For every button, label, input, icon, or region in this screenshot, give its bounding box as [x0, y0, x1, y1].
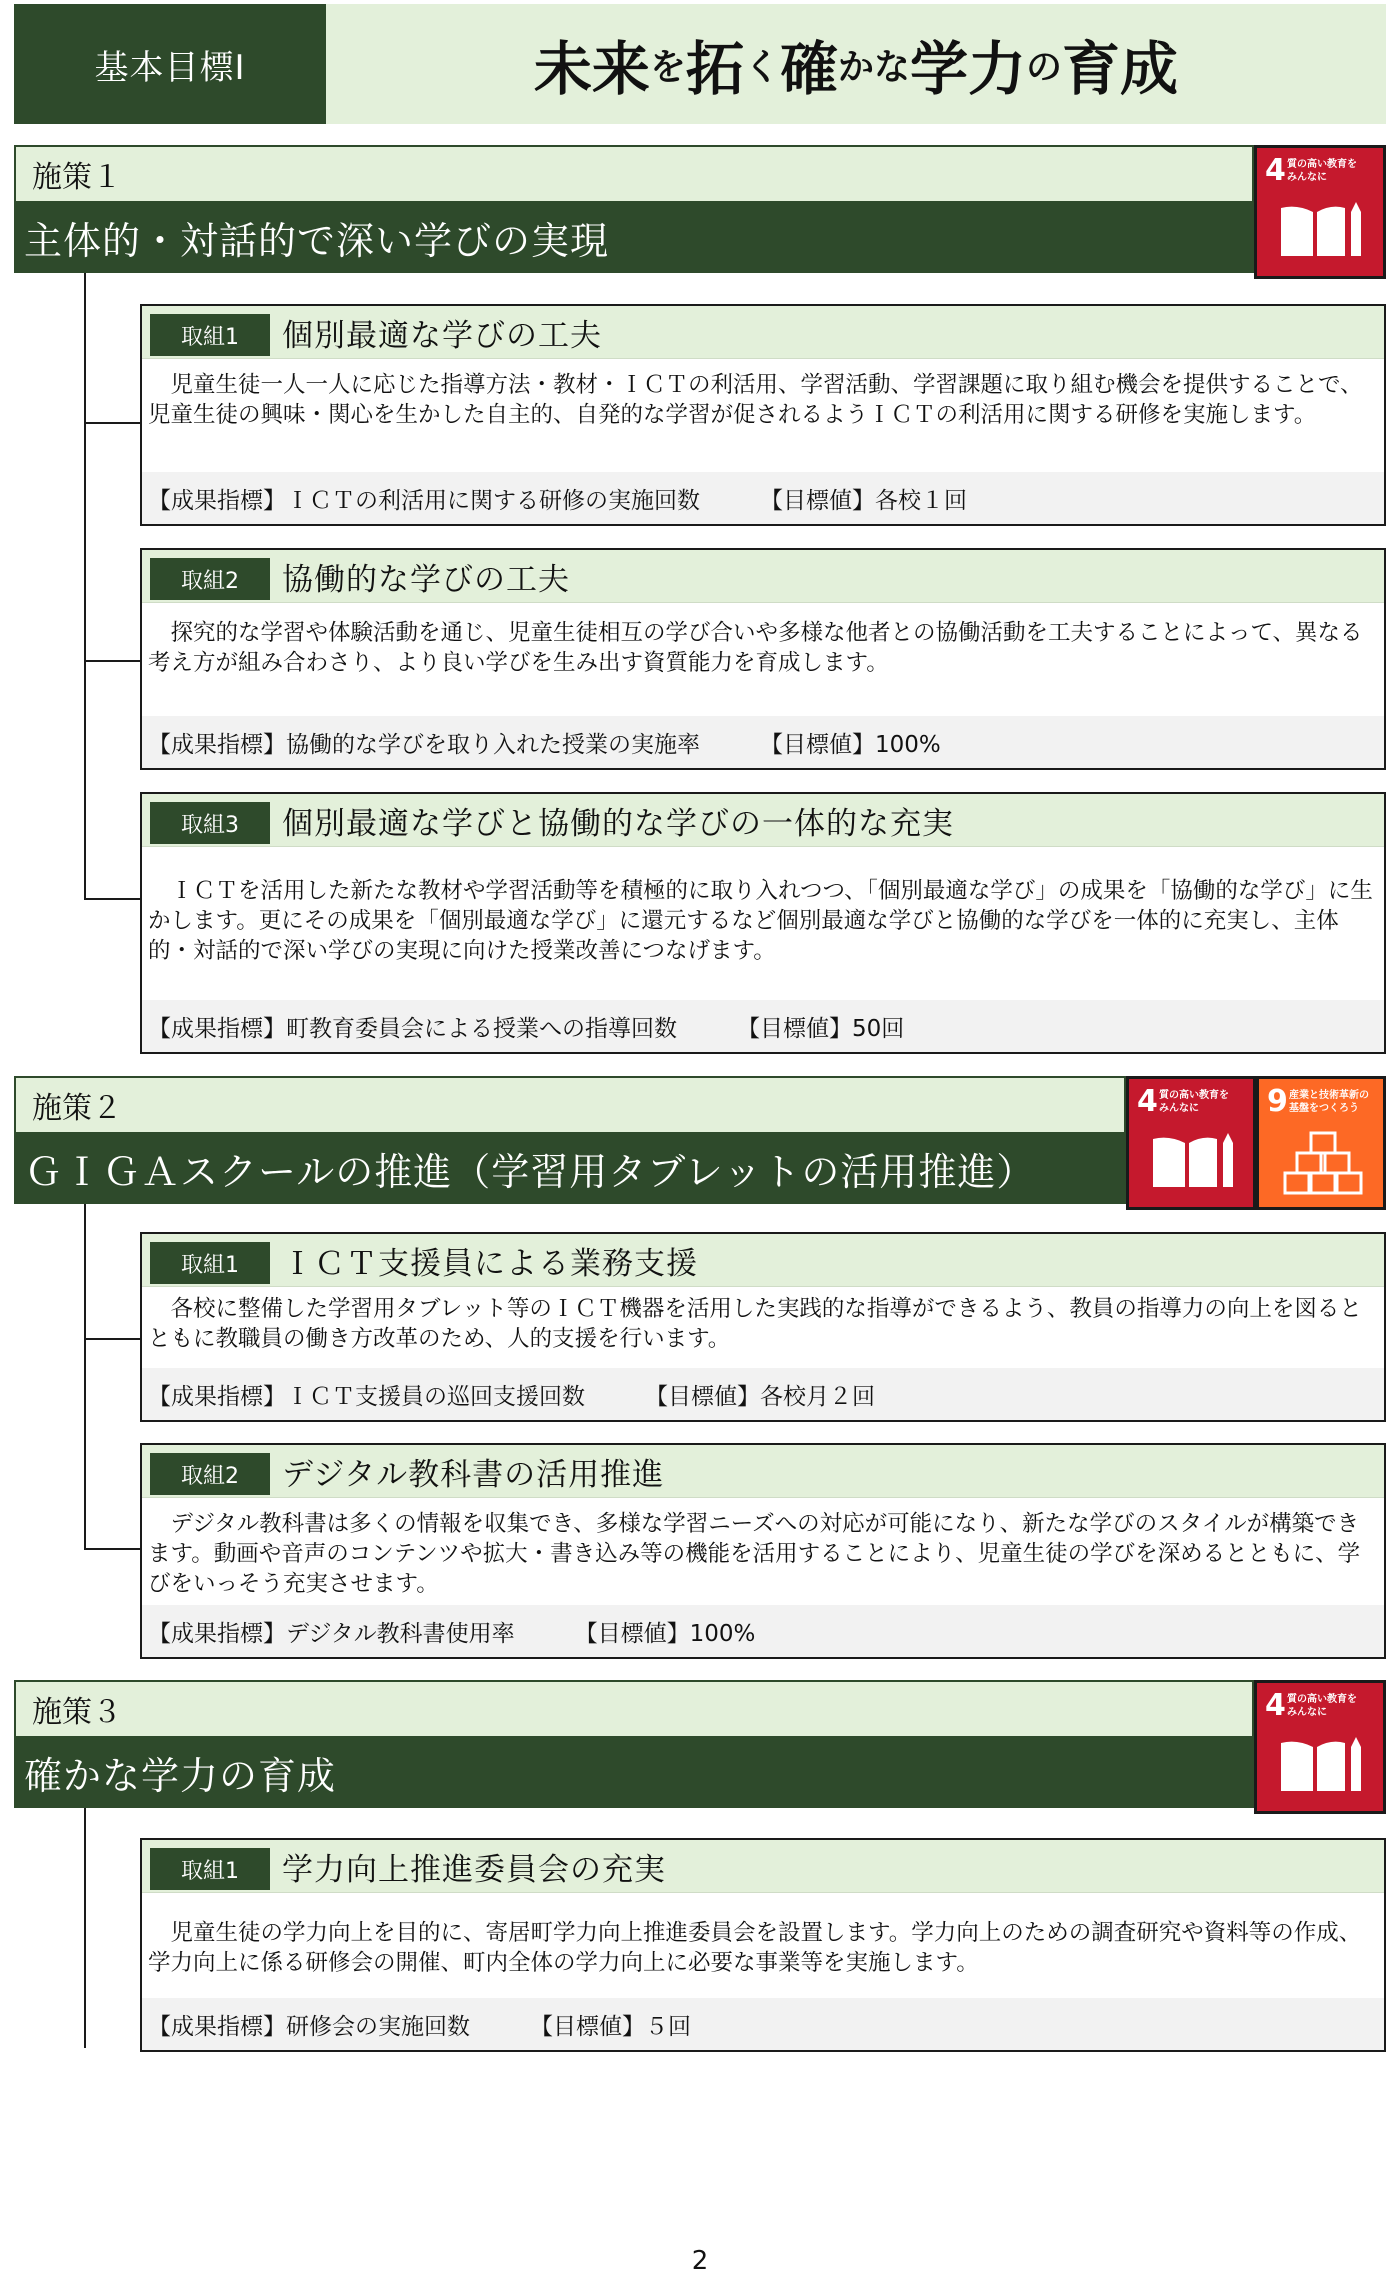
sdg-4-badge: [1254, 145, 1386, 279]
goal-label: 基本目標Ⅰ: [14, 4, 326, 124]
initiative-card: [140, 1232, 1386, 1422]
initiative-tag: 取組1: [150, 1242, 270, 1284]
indicator-text: 【成果指標】ＩＣＴの利活用に関する研修の実施回数: [148, 487, 700, 514]
tree-branch: [84, 422, 142, 424]
goal-title-part: を: [649, 46, 686, 88]
tree-branch: [84, 1548, 142, 1550]
initiative-header: [142, 794, 1384, 847]
goal-title-part: 未来: [533, 35, 650, 103]
target-text: 【目標値】100%: [760, 731, 941, 758]
initiative-tag: 取組2: [150, 558, 270, 600]
tree-branch: [84, 660, 142, 662]
initiative-tag: 取組1: [150, 1848, 270, 1890]
goal-title-part: かな: [838, 46, 911, 88]
indicator-text: 【成果指標】協働的な学びを取り入れた授業の実施率: [148, 731, 700, 758]
tree-line: [84, 1204, 86, 1548]
policy-2-label: 施策２: [14, 1076, 1126, 1132]
sdg-caption: 産業と技術革新の 基盤をつくろう: [1289, 1090, 1369, 1114]
tree-line: [84, 273, 86, 898]
initiative-title: 個別最適な学びと協働的な学びの一体的な充実: [282, 805, 954, 842]
book-pencil-icon: [1279, 1733, 1365, 1797]
goal-title-part: 学力: [910, 35, 1027, 103]
sdg-number: 4: [1265, 153, 1286, 188]
initiative-title: デジタル教科書の活用推進: [282, 1456, 665, 1493]
goal-title-part: の: [1026, 46, 1063, 88]
sdg-number: 4: [1137, 1084, 1158, 1119]
target-text: 【目標値】50回: [737, 1015, 905, 1042]
policy-1-title: 主体的・対話的で深い学びの実現: [14, 201, 1254, 273]
sdg-caption: 質の高い教育を みんなに: [1159, 1090, 1229, 1114]
sdg-9-badge: [1256, 1076, 1386, 1210]
initiative-description: デジタル教科書は多くの情報を収集でき、多様な学習ニーズへの対応が可能になり、新たな学びのスタイルが構築できます。動画や音声のコンテンツや拡大・書き込み等の機能を活用することにより、児童生徒の学びを深めるとともに、学びをいっそう充実させます。: [148, 1511, 1361, 1597]
initiative-title: 個別最適な学びの工夫: [282, 317, 602, 354]
initiative-card: [140, 548, 1386, 770]
initiative-indicator: [142, 1998, 1384, 2050]
policy-3-title: 確かな学力の育成: [14, 1736, 1254, 1808]
page-number: 2: [691, 2246, 709, 2276]
book-pencil-icon: [1279, 198, 1365, 262]
initiative-description: 児童生徒の学力向上を目的に、寄居町学力向上推進委員会を設置します。学力向上のための調査研究や資料等の作成、学力向上に係る研修会の開催、町内全体の学力向上に必要な事業等を実施します。: [148, 1920, 1362, 1976]
policy-3-label: 施策３: [14, 1680, 1254, 1736]
initiative-indicator: [142, 1368, 1384, 1420]
policy-2-title: ＧＩＧＡスクールの推進（学習用タブレットの活用推進）: [14, 1132, 1126, 1204]
sdg-caption: 質の高い教育を みんなに: [1287, 159, 1357, 183]
initiative-tag: 取組2: [150, 1453, 270, 1495]
target-text: 【目標値】各校月２回: [645, 1383, 875, 1410]
target-text: 【目標値】各校１回: [760, 487, 967, 514]
initiative-card: [140, 1443, 1386, 1659]
sdg-4-badge: [1254, 1680, 1386, 1814]
tree-branch: [84, 898, 142, 900]
initiative-indicator: [142, 472, 1384, 524]
book-pencil-icon: [1151, 1129, 1237, 1193]
initiative-indicator: [142, 1000, 1384, 1052]
goal-title: [326, 4, 1386, 124]
indicator-text: 【成果指標】研修会の実施回数: [148, 2013, 470, 2040]
initiative-header: [142, 550, 1384, 603]
initiative-description: ＩＣＴを活用した新たな教材や学習活動等を積極的に取り入れつつ、「個別最適な学び」の成果を「協働的な学び」に生かします。更にその成果を「個別最適な学び」に還元するなど個別最適な学びと協働的な学びを一体的に充実し、主体的・対話的で深い学びの実現に向けた授業改善につなげます。: [148, 878, 1373, 964]
initiative-description: 探究的な学習や体験活動を通じ、児童生徒相互の学び合いや多様な他者との協働活動を工夫することによって、異なる考え方が組み合わさり、より良い学びを生み出す資質能力を育成します。: [148, 620, 1363, 676]
initiative-header: [142, 1840, 1384, 1893]
initiative-header: [142, 306, 1384, 359]
sdg-number: 4: [1265, 1688, 1286, 1723]
indicator-text: 【成果指標】ＩＣＴ支援員の巡回支援回数: [148, 1383, 585, 1410]
goal-title-part: 確: [779, 35, 838, 103]
initiative-title: 協働的な学びの工夫: [282, 561, 570, 598]
initiative-card: [140, 792, 1386, 1054]
initiative-title: 学力向上推進委員会の充実: [282, 1851, 666, 1888]
indicator-text: 【成果指標】町教育委員会による授業への指導回数: [148, 1015, 677, 1042]
initiative-card: [140, 1838, 1386, 2052]
initiative-card: [140, 304, 1386, 526]
target-text: 【目標値】５回: [530, 2013, 691, 2040]
target-text: 【目標値】100%: [574, 1620, 756, 1647]
policy-1-label: 施策１: [14, 145, 1254, 201]
initiative-title: ＩＣＴ支援員による業務支援: [282, 1245, 698, 1282]
sdg-caption: 質の高い教育を みんなに: [1287, 1694, 1357, 1718]
initiative-header: [142, 1445, 1384, 1498]
sdg-4-badge: [1126, 1076, 1256, 1210]
initiative-indicator: [142, 716, 1384, 768]
sdg-number: 9: [1267, 1084, 1288, 1119]
initiative-tag: 取組3: [150, 802, 270, 844]
tree-branch: [84, 1338, 142, 1340]
tree-line: [84, 1808, 86, 2048]
initiative-description: 各校に整備した学習用タブレット等のＩＣＴ機器を活用した実践的な指導ができるよう、教員の指導力の向上を図るとともに教職員の働き方改革のため、人的支援を行います。: [148, 1296, 1362, 1352]
indicator-text: 【成果指標】デジタル教科書使用率: [148, 1620, 515, 1647]
initiative-indicator: [142, 1605, 1384, 1657]
goal-title-part: 拓: [685, 35, 744, 103]
initiative-header: [142, 1234, 1384, 1287]
initiative-description: 児童生徒一人一人に応じた指導方法・教材・ＩＣＴの利活用、学習活動、学習課題に取り組む機会を提供することで、児童生徒の興味・関心を生かした自主的、自発的な学習が促されるようＩＣＴの利活用に関する研修を実施します。: [148, 372, 1363, 428]
goal-title-part: く: [743, 46, 780, 88]
cubes-icon: [1281, 1129, 1367, 1197]
goal-title-part: 育成: [1062, 35, 1179, 103]
initiative-tag: 取組1: [150, 314, 270, 356]
